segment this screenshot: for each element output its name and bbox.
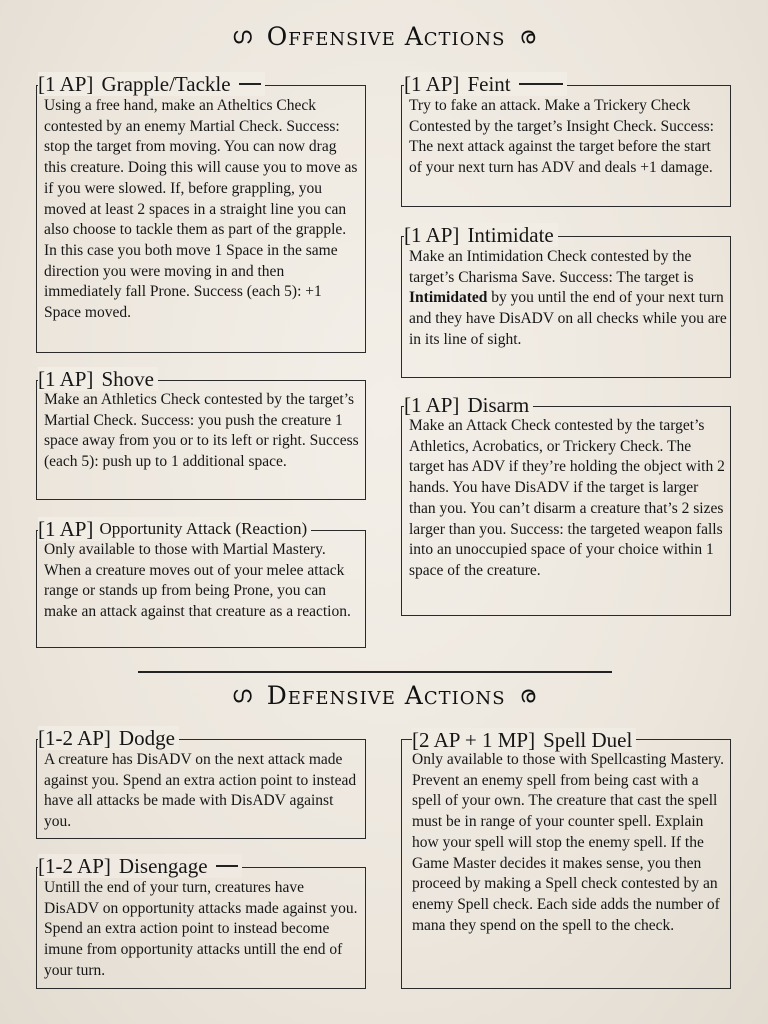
grapple-title: [38, 72, 265, 96]
title-dash: [519, 83, 563, 85]
disengage-name: Disengage: [118, 854, 208, 878]
dodge-text: A creature has DisADV on the next attack made against you. Spend an extra action point to instead have all attacks be made with DisADV against you.: [44, 751, 357, 831]
ornament-right-icon: ര: [519, 683, 537, 708]
disengage-text: Untill the end of your turn, creatures have DisADV on opportunity attacks made against you. Spend an extra action point to instead become imune from opportunity attacks untill the end of your turn.: [44, 879, 358, 979]
feint-name: Feint: [467, 72, 511, 96]
disengage-cost: [1-2 AP]: [38, 854, 111, 878]
disarm-cost: [1 AP]: [404, 393, 460, 417]
title-dash: [239, 83, 261, 85]
feint-text: Try to fake an attack. Make a Trickery Check Contested by the target’s Insight Check. Success: The next attack against the target before the start of your next turn has ADV and deals +1 damage.: [409, 97, 714, 177]
title-dash: [216, 865, 238, 867]
dodge-title: [38, 726, 179, 750]
feint-title: [404, 72, 567, 96]
spell-duel-name: Spell Duel: [543, 728, 633, 752]
defensive-actions-heading: [0, 681, 768, 710]
offensive-actions-heading: [0, 22, 768, 51]
grapple-text: Using a free hand, make an Atheltics Check contested by an enemy Martial Check. Success: stop the target from moving. You can now drag this creature. Doing this will cause you to move as if you were slowed. If, before grappling, you moved at least 2 spaces in a straight line you can also choose to tackle them as part of the grapple. In this case you both move 1 Space in the same direction you were moving in and then immediately fall Prone. Success (each 5): +1 Space moved.: [44, 97, 358, 322]
feint-cost: [1 AP]: [404, 72, 460, 96]
intimidate-name: Intimidate: [467, 223, 554, 247]
shove-title: [38, 367, 158, 391]
spell-duel-cost: [2 AP + 1 MP]: [412, 728, 536, 752]
ornament-left-icon: ഗ: [231, 24, 253, 49]
spell-duel-title: [412, 728, 636, 752]
intimidate-text-after: by you until the end of your next turn and they have DisADV on all checks while you are in its line of sight.: [409, 289, 727, 348]
intimidate-text-before: Make an Intimidation Check contested by the target’s Charisma Save. Success: The target is: [409, 248, 694, 286]
shove-cost: [1 AP]: [38, 367, 94, 391]
intimidate-title: [404, 223, 558, 247]
grapple-name: Grapple/Tackle: [101, 72, 231, 96]
opportunity-attack-text: Only available to those with Martial Mastery. When a creature moves out of your melee attack range or stands up from being Prone, you can make an attack against that creature as a reaction.: [44, 541, 351, 621]
ornament-right-icon: ര: [519, 24, 537, 49]
intimidated-keyword: Intimidated: [409, 289, 488, 307]
shove-name: Shove: [101, 367, 154, 391]
defensive-actions-title: Defensive Actions: [266, 681, 506, 710]
opportunity-attack-cost: [1 AP]: [38, 517, 94, 541]
shove-text: Make an Athletics Check contested by the target’s Martial Check. Success: you push the creature 1 space away from you or to its left or right. Success (each 5): push up to 1 additional space.: [44, 391, 359, 471]
grapple-cost: [1 AP]: [38, 72, 94, 96]
disarm-text: Make an Attack Check contested by the target’s Athletics, Acrobatics, or Trickery Check. The target has ADV if they’re holding the object with 2 hands. You have DisADV if the target is larger than you. You can’t disarm a creature that’s 2 sizes larger than you. Success: the targeted weapon falls into an unoccupied space of your choice within 1 space of the creature.: [409, 417, 725, 579]
opportunity-attack-title: [38, 517, 311, 541]
spell-duel-text: Only available to those with Spellcasting Mastery. Prevent an enemy spell from being cast with a spell of your own. The creature that cast the spell must be in range of your counter spell. Explain how your spell will stop the enemy spell. If the Game Master decides it makes sense, you then proceed by making a Spell check contested by an enemy Spell check. Each side adds the number of mana they spend on the spell to the check.: [412, 751, 724, 934]
disarm-title: [404, 393, 533, 417]
section-divider: [138, 671, 612, 673]
dodge-cost: [1-2 AP]: [38, 726, 111, 750]
intimidate-cost: [1 AP]: [404, 223, 460, 247]
offensive-actions-title: Offensive Actions: [266, 22, 506, 51]
ornament-left-icon: ഗ: [231, 683, 253, 708]
disarm-name: Disarm: [467, 393, 530, 417]
intimidate-text: [409, 247, 727, 351]
opportunity-attack-name: Opportunity Attack (Reaction): [99, 519, 308, 538]
disengage-title: [38, 854, 242, 878]
dodge-name: Dodge: [118, 726, 175, 750]
